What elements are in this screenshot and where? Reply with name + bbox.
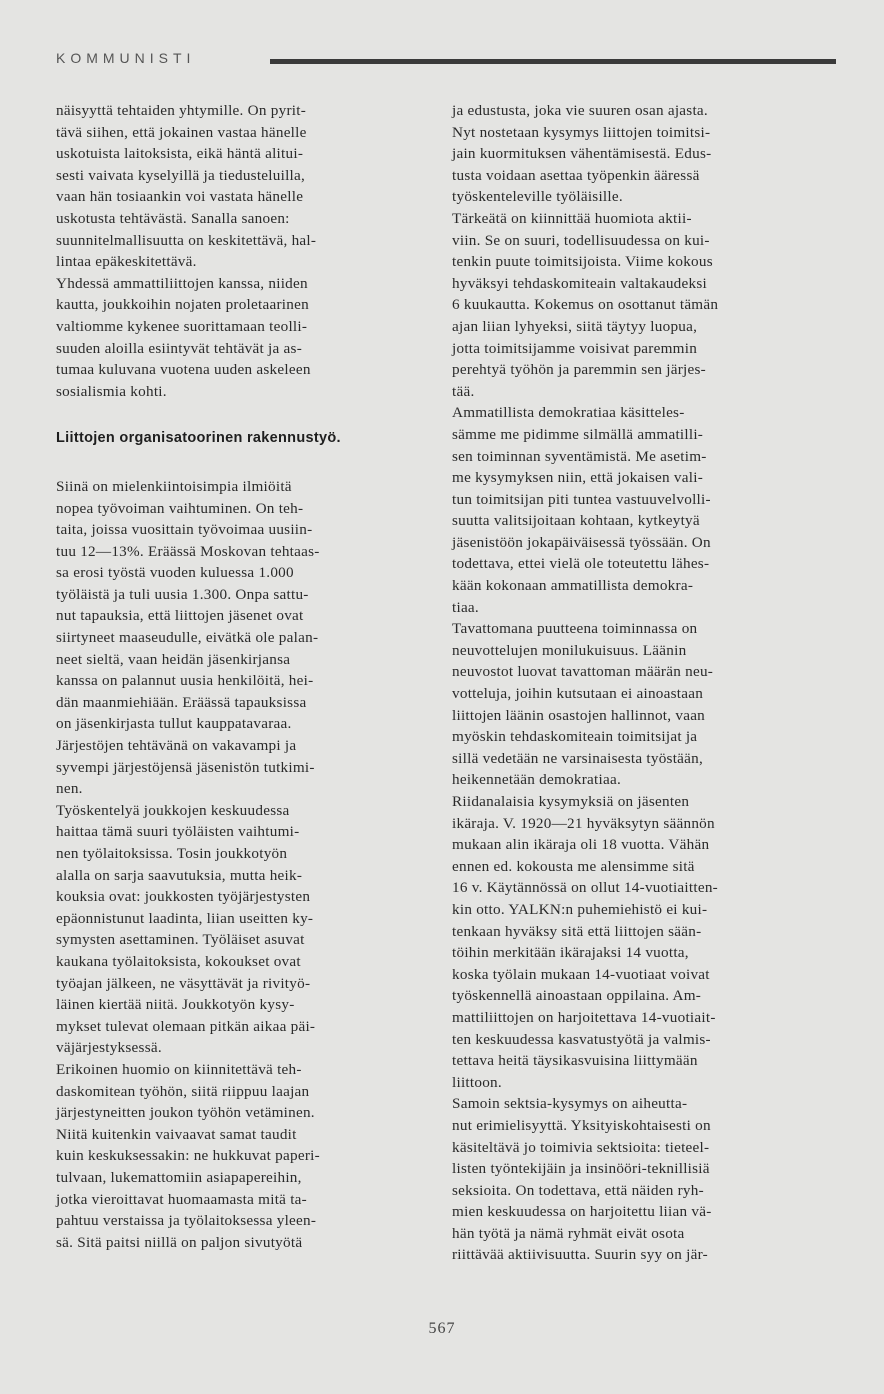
text-line: ikäraja. V. 1920—21 hyväksytyn säännön: [452, 814, 715, 832]
text-line: työskennellä ainoastaan oppilaina. Am-: [452, 987, 702, 1005]
text-line: 16 v. Käytännössä on ollut 14-vuotiaitten-: [452, 879, 718, 897]
text-line: lintaa epäkeskitettävä.: [56, 253, 197, 271]
text-line: heikennetään demokratiaa.: [452, 771, 622, 789]
text-line: taita, joissa vuosittain työvoimaa uusiin-: [56, 521, 313, 539]
text-line: koska työlain mukaan 14-vuotiaat voivat: [452, 965, 710, 983]
text-line: näisyyttä tehtaiden yhtymille. On pyrit-: [56, 102, 306, 119]
text-line: tävä siihen, että jokainen vastaa hänelle: [56, 123, 307, 141]
text-line: jäsenistöön jokapäiväisessä työssään. On: [452, 533, 711, 551]
page-header: [56, 50, 836, 76]
text-line: Tärkeätä on kiinnittää huomiota aktii-: [452, 209, 692, 227]
text-line: sämme me pidimme silmällä ammatilli-: [452, 425, 704, 443]
text-line: myöskin tehdaskomiteain toimitsijat ja: [452, 728, 698, 746]
text-line: Samoin sektsia-kysymys on aiheutta-: [452, 1095, 688, 1113]
text-line: läinen kiertää niitä. Joukkotyön kysy-: [56, 996, 295, 1014]
text-line: tusta voidaan asettaa työpenkin ääressä: [452, 166, 700, 184]
text-line: Yhdessä ammattiliittojen kanssa, niiden: [56, 274, 308, 292]
text-line: työläistä ja tuli uusia 1.300. Onpa sattu-: [56, 585, 309, 603]
text-line: mykset tulevat olemaan pitkän aikaa päi-: [56, 1017, 316, 1035]
text-line: kaukana työlaitoksista, kokoukset ovat: [56, 952, 301, 970]
text-line: ja edustusta, joka vie suuren osan ajasta.: [452, 102, 708, 119]
text-line: perehtyä työhön ja paremmin sen järjes-: [452, 361, 706, 379]
text-line: sosialismia kohti.: [56, 382, 167, 400]
text-line: sä. Sitä paitsi niillä on paljon sivutyötä: [56, 1233, 303, 1251]
text-line: sen toiminnan syventämistä. Me asetim-: [452, 447, 707, 465]
text-line: Erikoinen huomio on kiinnitettävä teh-: [56, 1060, 302, 1078]
text-line: Työskentelyä joukkojen keskuudessa: [56, 801, 290, 819]
text-line: symysten asettaminen. Työläiset asuvat: [56, 931, 305, 949]
text-line: suutta valitsijoitaan kohtaan, kytkeytyä: [452, 512, 700, 530]
section-heading: Liittojen organisatoorinen rakennustyö.: [56, 430, 341, 447]
text-line: tenkaan hyväksy sitä että liittojen sään-: [452, 922, 702, 940]
text-line: tulvaan, lukemattomiin asiapapereihin,: [56, 1168, 302, 1186]
text-line: nut erimielisyyttä. Yksityiskohtaisesti on: [452, 1116, 711, 1134]
text-line: suunnitelmallisuutta on keskitettävä, hal-: [56, 231, 317, 249]
text-line: viin. Se on suuri, todellisuudessa on kui-: [452, 231, 710, 249]
text-line: hän työtä ja nämä ryhmät eivät osota: [452, 1224, 685, 1242]
text-line: järjestyneitten joukon työhön vetäminen.: [56, 1104, 315, 1122]
text-line: tenkin puute toimitsijoista. Viime kokous: [452, 253, 713, 271]
page-number: 567: [428, 1320, 456, 1337]
text-line: listen työntekijäin ja insinööri-teknillisiä: [452, 1160, 710, 1178]
text-line: neet sieltä, vaan heidän jäsenkirjansa: [56, 650, 291, 668]
text-line: ennen ed. kokousta me alensimme sitä: [452, 857, 695, 875]
text-line: dän maanmiehiään. Eräässä tapauksissa: [56, 693, 307, 711]
text-line: työskenteleville työläisille.: [452, 188, 623, 206]
text-line: mattiliittojen on harjoitettava 14-vuotiait-: [452, 1008, 716, 1026]
text-line: liittojen läänin osastojen hallinnot, vaan: [452, 706, 706, 724]
text-line: Järjestöjen tehtävänä on vakavampi ja: [56, 737, 297, 755]
text-line: tää.: [452, 382, 475, 400]
text-line: kautta, joukkoihin nojaten proletaarinen: [56, 296, 309, 314]
text-line: Niitä kuitenkin vaivaavat samat taudit: [56, 1125, 297, 1143]
text-line: vaan hän tosiaankin voi vastata hänelle: [56, 188, 304, 206]
text-line: sesti vaivata kyselyillä ja tiedusteluilla,: [56, 166, 306, 184]
text-line: mien keskuudessa on harjoitettu liian vä-: [452, 1203, 712, 1221]
text-line: jain kuormituksen vähentämisestä. Edus-: [452, 145, 712, 163]
text-line: valtiomme kykenee suorittamaan teolli-: [56, 317, 308, 335]
text-line: tettava heitä täysikasvuisina liittymään: [452, 1052, 698, 1070]
text-line: ajan liian lyhyeksi, siitä täytyy luopua,: [452, 317, 698, 335]
text-line: epäonnistunut laadinta, liian useitten ky-: [56, 909, 314, 927]
text-line: nen.: [56, 780, 83, 798]
text-line: Riidanalaisia kysymyksiä on jäsenten: [452, 793, 690, 810]
left-column: [56, 100, 426, 1253]
text-line: uskotuista laitoksista, eikä häntä alitui-: [56, 145, 304, 163]
text-line: tiaa.: [452, 598, 479, 616]
text-line: ten keskuudessa kasvatustyötä ja valmis-: [452, 1030, 711, 1048]
text-line: daskomitean työhön, siitä riippuu laajan: [56, 1082, 310, 1100]
text-line: Siinä on mielenkiintoisimpia ilmiöitä: [56, 477, 292, 495]
text-line: työajan jälkeen, ne väsyttävät ja rivityö-: [56, 974, 311, 992]
text-line: neuvostot luovat tavattoman määrän neu-: [452, 663, 714, 681]
text-line: sa erosi työstä vuoden kuluessa 1.000: [56, 564, 294, 582]
text-line: käsiteltävä jo toimivia sektsioita: tieteel-: [452, 1138, 710, 1156]
text-line: töihin merkitään ikärajaksi 14 vuotta,: [452, 944, 689, 962]
text-line: todettava, ettei vielä ole toteutettu lähes-: [452, 555, 710, 573]
text-line: kanssa on palannut uusia henkilöitä, hei-: [56, 672, 314, 690]
text-line: kuin keskuksessakin: ne hukkuvat paperi-: [56, 1147, 320, 1165]
text-line: on jäsenkirjasta tullut kauppatavaraa.: [56, 715, 292, 733]
text-line: sillä vedetään ne varsinaisesta työstään,: [452, 749, 704, 767]
text-line: väjärjestyksessä.: [56, 1039, 162, 1057]
running-head: KOMMUNISTI: [56, 50, 196, 66]
text-line: liittoon.: [452, 1073, 502, 1091]
text-line: kouksia ovat: joukkosten työjärjestysten: [56, 888, 311, 906]
text-line: nut tapauksia, että liittojen jäsenet ovat: [56, 607, 304, 625]
text-line: neuvottelujen monilukuisuus. Läänin: [452, 641, 687, 659]
text-line: tuu 12—13%. Eräässä Moskovan tehtaas-: [56, 542, 320, 560]
text-line: pahtuu verstaissa ja työlaitoksessa yleen-: [56, 1212, 317, 1230]
text-line: 6 kuukautta. Kokemus on osottanut tämän: [452, 296, 719, 314]
text-line: jotta toimitsijamme voisivat paremmin: [452, 339, 698, 357]
text-line: suuden aloilla esiintyvät tehtävät ja as-: [56, 339, 303, 357]
text-line: Tavattomana puutteena toiminnassa on: [452, 620, 698, 638]
text-line: me kysymyksen niin, että jokaisen vali-: [452, 469, 704, 487]
text-line: tumaa kuluvana vuotena uuden askeleen: [56, 361, 311, 379]
text-line: siirtyneet maaseudulle, eivätkä ole palan-: [56, 629, 319, 647]
text-line: Nyt nostetaan kysymys liittojen toimitsi-: [452, 123, 711, 141]
text-line: Ammatillista demokratiaa käsitteles-: [452, 404, 685, 422]
right-column: [452, 100, 828, 1266]
text-line: kin otto. YALKN:n puhemiehistö ei kui-: [452, 900, 708, 918]
text-line: tun toimitsijan piti tuntea vastuuvelvolli-: [452, 490, 711, 508]
text-line: mukaan alin ikäraja oli 18 vuotta. Vähän: [452, 836, 710, 854]
text-line: nen työlaitoksissa. Tosin joukkotyön: [56, 845, 288, 862]
text-line: hyväksyi tehdaskomiteain valtakaudeksi: [452, 274, 707, 292]
text-line: syvempi järjestöjensä jäsenistön tutkimi-: [56, 758, 315, 776]
text-line: alalla on sarja saavutuksia, mutta heik-: [56, 866, 303, 884]
header-rule: [270, 59, 836, 64]
text-line: kään kokonaan ammatillista demokra-: [452, 577, 694, 595]
text-line: seksioita. On todettava, että näiden ryh-: [452, 1181, 704, 1199]
text-line: riittävää aktiivisuutta. Suurin syy on jär-: [452, 1246, 708, 1264]
text-line: jotka vieroittavat huomaamasta mitä ta-: [56, 1190, 307, 1208]
text-line: uskotusta tehtävästä. Sanalla sanoen:: [56, 209, 290, 227]
text-line: nopea työvoiman vaihtuminen. On teh-: [56, 499, 304, 517]
text-line: votteluja, joihin kutsutaan ei ainoastaan: [452, 685, 704, 703]
text-line: haittaa tämä suuri työläisten vaihtumi-: [56, 823, 300, 841]
